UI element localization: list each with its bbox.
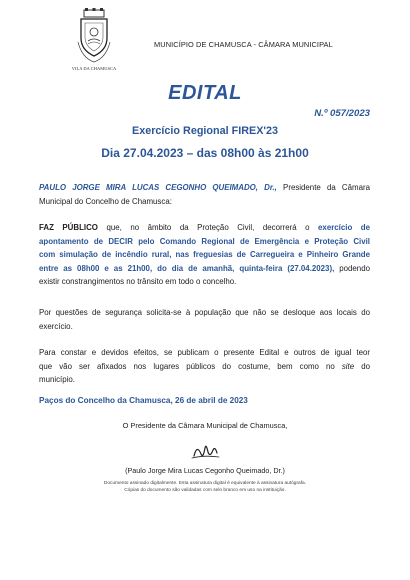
paragraph-text: que vão ser afixados nos lugares públicos do costume, bem como no (39, 361, 342, 371)
signatory-name: (Paulo Jorge Mira Lucas Cegonho Queimado, Dr.) (125, 466, 285, 475)
municipal-crest-icon (76, 8, 112, 70)
municipality-header: MUNICÍPIO DE CHAMUSCA - CÂMARA MUNICIPAL (154, 40, 333, 49)
signoff: O Presidente da Câmara Municipal de Chamusca, (122, 421, 288, 430)
paragraph-safety (39, 306, 370, 333)
copy-validation-note: Cópias do documento são validadas com selo branco em uso na instituição. (124, 488, 286, 493)
paragraph-text: que, no âmbito da Proteção Civil, decorrerá o (97, 223, 319, 232)
exercise-title: Exercício Regional FIREX'23 (132, 125, 278, 137)
exercise-highlight: entre as 08h00 e as 21h00, do dia de amanhã, quinta-feira (27.04.2023), (39, 263, 335, 273)
handwritten-signature-icon (188, 440, 222, 462)
paragraph-text: Municipal do Concelho de Chamusca: (39, 196, 172, 206)
exercise-highlight: exercício de (318, 223, 370, 232)
paragraph-announcement (39, 221, 370, 289)
paragraph-text: do (354, 361, 370, 371)
paragraph-text: exercício. (39, 321, 73, 331)
exercise-highlight: apontamento de DECIR pelo Comando Regional de Emergência e Proteção Civil (39, 236, 370, 246)
paragraph-text: Por questões de segurança solicita-se à população que não se desloque aos locais do (39, 308, 370, 317)
crest-caption: VILA DA CHAMUSCA (71, 66, 117, 71)
paragraph-president (39, 181, 370, 208)
announcement-lead: FAZ PÚBLICO (39, 223, 98, 232)
president-title: Presidente da Câmara (276, 183, 370, 192)
paragraph-text: Para constar e devidos efeitos, se publicam o presente Edital e outros de igual teor (39, 348, 370, 357)
document-number: N.º 057/2023 (314, 108, 370, 119)
date-line: Paços do Concelho da Chamusca, 26 de abril de 2023 (39, 396, 248, 405)
paragraph-text: município. (39, 375, 75, 385)
site-word: site (341, 361, 355, 371)
paragraph-publication (39, 346, 370, 387)
exercise-date: Dia 27.04.2023 – das 08h00 às 21h00 (101, 146, 309, 160)
paragraph-text: podendo (334, 263, 370, 273)
page-title: EDITAL (168, 82, 242, 104)
president-name: PAULO JORGE MIRA LUCAS CEGONHO QUEIMADO, Dr., (39, 183, 277, 192)
paragraph-text: existir constrangimentos no trânsito em todo o concelho. (39, 277, 237, 287)
exercise-highlight: com simulação de incêndio rural, nas freguesias de Carregueira e Pinheiro Grande (39, 250, 370, 260)
digital-signature-note: Documento assinado digitalmente. Esta assinatura digital é equivalente à assinatura autógrafa. (103, 481, 307, 486)
